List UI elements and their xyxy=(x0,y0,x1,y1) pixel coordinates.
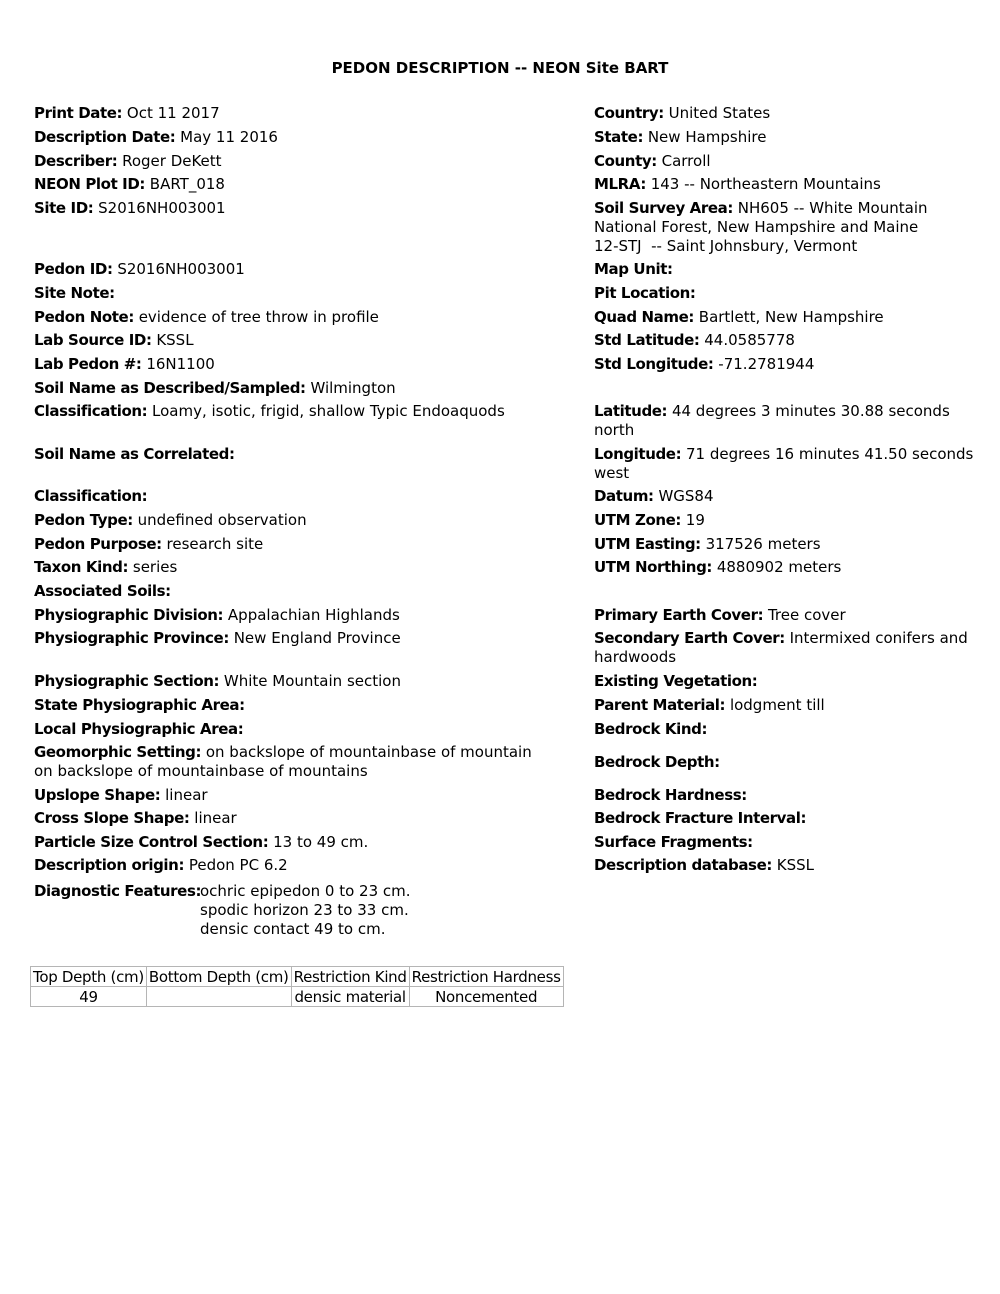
field-label: Classification: xyxy=(34,402,148,420)
field-label: Pedon Note: xyxy=(34,308,134,326)
field-label: Classification: xyxy=(34,487,148,505)
state-row xyxy=(594,128,766,147)
utm-northing-value: 4880902 meters xyxy=(716,558,842,576)
print-date-value: Oct 11 2017 xyxy=(126,104,220,122)
county-value: Carroll xyxy=(661,152,711,170)
table-header-row xyxy=(31,967,564,987)
field-label: Description database: xyxy=(594,856,772,874)
table-cell: densic material xyxy=(291,987,409,1007)
mlra-row xyxy=(594,175,881,194)
secondary-cover-value: Intermixed conifers and xyxy=(789,629,968,647)
field-label: Print Date: xyxy=(34,104,123,122)
field-label: Soil Name as Described/Sampled: xyxy=(34,379,306,397)
taxon-kind-value: series xyxy=(132,558,178,576)
pit-location-row xyxy=(594,284,696,303)
field-label: Pit Location: xyxy=(594,284,696,302)
utm-zone-value: 19 xyxy=(685,511,705,529)
description-date-value: May 11 2016 xyxy=(180,128,278,146)
description-database-value: KSSL xyxy=(776,856,814,874)
state-physio-area-row xyxy=(34,696,245,715)
latitude-value-2: north xyxy=(594,421,635,439)
classification-value: Loamy, isotic, frigid, shallow Typic Endoaquods xyxy=(152,402,505,420)
lab-source-id-row xyxy=(34,331,194,350)
field-label: Geomorphic Setting: xyxy=(34,743,202,761)
soil-name-described-value: Wilmington xyxy=(310,379,396,397)
geomorphic-setting-row xyxy=(34,743,532,781)
column-header: Bottom Depth (cm) xyxy=(146,967,291,987)
datum-row xyxy=(594,487,714,506)
column-header: Restriction Kind xyxy=(291,967,409,987)
latitude-value: 44 degrees 3 minutes 30.88 seconds xyxy=(671,402,950,420)
field-label: Bedrock Hardness: xyxy=(594,786,747,804)
classification-row xyxy=(34,402,505,421)
table-row xyxy=(31,987,564,1007)
field-label: Soil Survey Area: xyxy=(594,199,733,217)
upslope-shape-row xyxy=(34,786,208,805)
local-physio-area-row xyxy=(34,720,243,739)
field-label: NEON Plot ID: xyxy=(34,175,145,193)
utm-zone-row xyxy=(594,511,705,530)
field-label: Associated Soils: xyxy=(34,582,171,600)
field-label: State: xyxy=(594,128,644,146)
physio-province-row xyxy=(34,629,401,648)
field-label: UTM Zone: xyxy=(594,511,681,529)
pedon-id-row xyxy=(34,260,245,279)
site-note-row xyxy=(34,284,115,303)
describer-value: Roger DeKett xyxy=(122,152,222,170)
diagnostic-item: spodic horizon 23 to 33 cm. xyxy=(200,901,409,919)
quad-name-row xyxy=(594,308,884,327)
soil-survey-area-value-2: National Forest, New Hampshire and Maine xyxy=(594,218,919,236)
physio-division-row xyxy=(34,606,400,625)
site-id-row xyxy=(34,199,226,218)
lab-pedon-row xyxy=(34,355,215,374)
longitude-value: 71 degrees 16 minutes 41.50 seconds xyxy=(685,445,974,463)
field-label: Physiographic Section: xyxy=(34,672,220,690)
std-longitude-value: -71.2781944 xyxy=(718,355,815,373)
description-origin-row xyxy=(34,856,288,875)
field-label: Map Unit: xyxy=(594,260,673,278)
field-label: UTM Northing: xyxy=(594,558,713,576)
bedrock-hardness-row xyxy=(594,786,747,805)
mlra-value: 143 -- Northeastern Mountains xyxy=(650,175,881,193)
geomorphic-setting-value-2: on backslope of mountainbase of mountains xyxy=(34,762,368,780)
secondary-cover-value-2: hardwoods xyxy=(594,648,677,666)
physio-section-row xyxy=(34,672,401,691)
field-label: Soil Name as Correlated: xyxy=(34,445,235,463)
field-label: Site ID: xyxy=(34,199,94,217)
field-label: Pedon Purpose: xyxy=(34,535,162,553)
pedon-type-value: undefined observation xyxy=(137,511,307,529)
field-label: Lab Pedon #: xyxy=(34,355,142,373)
diagnostic-items xyxy=(200,882,411,939)
field-label: Description Date: xyxy=(34,128,176,146)
existing-vegetation-row xyxy=(594,672,757,691)
primary-cover-row xyxy=(594,606,846,625)
cross-slope-shape-value: linear xyxy=(194,809,237,827)
secondary-cover-row xyxy=(594,629,968,667)
std-latitude-value: 44.0585778 xyxy=(704,331,795,349)
diagnostic-features xyxy=(34,882,411,938)
std-longitude-row xyxy=(594,355,814,374)
field-label: Diagnostic Features: xyxy=(34,882,202,900)
physio-division-value: Appalachian Highlands xyxy=(227,606,400,624)
column-header: Top Depth (cm) xyxy=(31,967,147,987)
field-label: Datum: xyxy=(594,487,654,505)
primary-cover-value: Tree cover xyxy=(767,606,846,624)
field-label: Describer: xyxy=(34,152,118,170)
page-title: PEDON DESCRIPTION -- NEON Site BART xyxy=(331,59,669,77)
field-label: Bedrock Depth: xyxy=(594,753,720,771)
field-label: Existing Vegetation: xyxy=(594,672,758,690)
soil-name-described-row xyxy=(34,379,396,398)
field-label: Site Note: xyxy=(34,284,115,302)
pedon-note-row xyxy=(34,308,379,327)
field-label: Local Physiographic Area: xyxy=(34,720,244,738)
datum-value: WGS84 xyxy=(658,487,714,505)
pedon-purpose-value: research site xyxy=(166,535,264,553)
std-latitude-row xyxy=(594,331,795,350)
associated-soils-row xyxy=(34,582,171,601)
pedon-purpose-row xyxy=(34,535,263,554)
soil-survey-area-value: NH605 -- White Mountain xyxy=(737,199,928,217)
field-label: UTM Easting: xyxy=(594,535,701,553)
longitude-row xyxy=(594,445,973,483)
soil-survey-area-row xyxy=(594,199,928,256)
table-cell: 49 xyxy=(31,987,147,1007)
field-label: State Physiographic Area: xyxy=(34,696,245,714)
longitude-value-2: west xyxy=(594,464,630,482)
field-label: Longitude: xyxy=(594,445,682,463)
field-label: Bedrock Fracture Interval: xyxy=(594,809,807,827)
lab-pedon-value: 16N1100 xyxy=(146,355,215,373)
print-date-row xyxy=(34,104,220,123)
description-database-row xyxy=(594,856,814,875)
field-label: Upslope Shape: xyxy=(34,786,161,804)
description-date-row xyxy=(34,128,278,147)
bedrock-kind-row xyxy=(594,720,707,739)
column-header: Restriction Hardness xyxy=(409,967,563,987)
particle-size-row xyxy=(34,833,368,852)
physio-province-value: New England Province xyxy=(233,629,401,647)
field-label: Pedon Type: xyxy=(34,511,133,529)
physio-section-value: White Mountain section xyxy=(223,672,401,690)
utm-easting-row xyxy=(594,535,821,554)
table-cell xyxy=(146,987,291,1007)
utm-northing-row xyxy=(594,558,841,577)
field-label: Physiographic Province: xyxy=(34,629,229,647)
state-value: New Hampshire xyxy=(647,128,767,146)
parent-material-row xyxy=(594,696,825,715)
field-label: Primary Earth Cover: xyxy=(594,606,764,624)
field-label: Country: xyxy=(594,104,664,122)
restriction-table xyxy=(30,966,564,1007)
map-unit-row xyxy=(594,260,673,279)
field-label: County: xyxy=(594,152,657,170)
plot-id-row xyxy=(34,175,225,194)
lab-source-id-value: KSSL xyxy=(156,331,194,349)
pedon-type-row xyxy=(34,511,307,530)
field-label: Surface Fragments: xyxy=(594,833,753,851)
taxon-kind-row xyxy=(34,558,177,577)
country-value: United States xyxy=(668,104,771,122)
bedrock-fracture-row xyxy=(594,809,806,828)
surface-fragments-row xyxy=(594,833,753,852)
soil-survey-area-value-3: 12-STJ -- Saint Johnsbury, Vermont xyxy=(594,237,858,255)
field-label: Taxon Kind: xyxy=(34,558,129,576)
field-label: Lab Source ID: xyxy=(34,331,152,349)
diagnostic-item: densic contact 49 to cm. xyxy=(200,920,386,938)
quad-name-value: Bartlett, New Hampshire xyxy=(698,308,884,326)
field-label: MLRA: xyxy=(594,175,646,193)
describer-row xyxy=(34,152,222,171)
utm-easting-value: 317526 meters xyxy=(705,535,821,553)
latitude-row xyxy=(594,402,950,440)
classification2-row xyxy=(34,487,147,506)
field-label: Latitude: xyxy=(594,402,668,420)
field-label: Parent Material: xyxy=(594,696,726,714)
description-origin-value: Pedon PC 6.2 xyxy=(188,856,288,874)
bedrock-depth-row xyxy=(594,753,720,772)
county-row xyxy=(594,152,711,171)
field-label: Secondary Earth Cover: xyxy=(594,629,785,647)
field-label: Std Longitude: xyxy=(594,355,714,373)
site-id-value: S2016NH003001 xyxy=(98,199,226,217)
field-label: Description origin: xyxy=(34,856,185,874)
geomorphic-setting-value: on backslope of mountainbase of mountain xyxy=(205,743,532,761)
pedon-id-value: S2016NH003001 xyxy=(117,260,245,278)
field-label: Std Latitude: xyxy=(594,331,700,349)
diagnostic-item: ochric epipedon 0 to 23 cm. xyxy=(200,882,411,900)
cross-slope-shape-row xyxy=(34,809,237,828)
country-row xyxy=(594,104,770,123)
upslope-shape-value: linear xyxy=(165,786,208,804)
field-label: Quad Name: xyxy=(594,308,694,326)
field-label: Particle Size Control Section: xyxy=(34,833,269,851)
field-label: Pedon ID: xyxy=(34,260,113,278)
parent-material-value: lodgment till xyxy=(729,696,825,714)
particle-size-value: 13 to 49 cm. xyxy=(273,833,369,851)
soil-name-correlated-row xyxy=(34,445,235,464)
pedon-note-value: evidence of tree throw in profile xyxy=(138,308,379,326)
table-cell: Noncemented xyxy=(409,987,563,1007)
field-label: Physiographic Division: xyxy=(34,606,224,624)
field-label: Bedrock Kind: xyxy=(594,720,708,738)
plot-id-value: BART_018 xyxy=(149,175,225,193)
field-label: Cross Slope Shape: xyxy=(34,809,190,827)
